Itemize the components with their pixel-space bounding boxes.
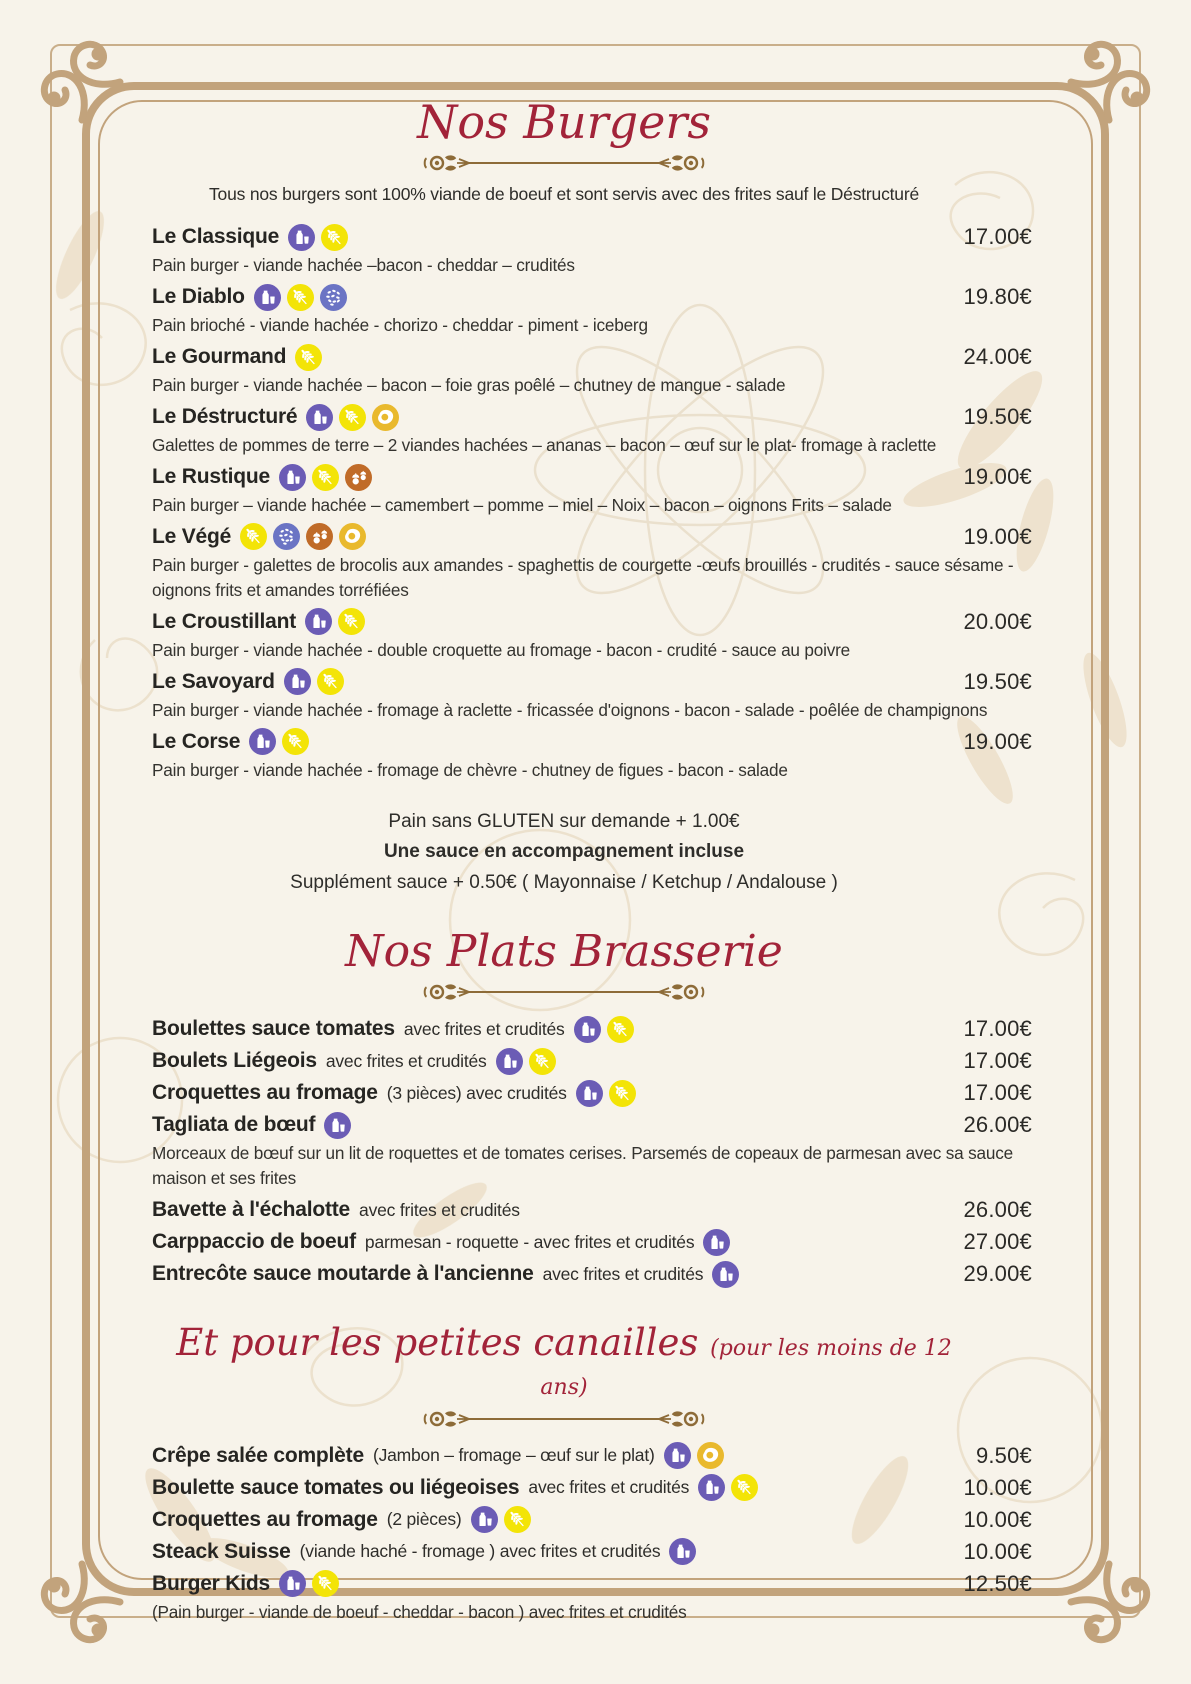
item-price: 12.50€: [963, 1570, 1032, 1596]
lactose-allergen-icon: [471, 1506, 498, 1533]
gluten-allergen-icon: [529, 1048, 556, 1075]
item-name: Le Diablo: [152, 285, 245, 309]
gluten-allergen-icon: [339, 404, 366, 431]
menu-item-row: [152, 341, 1032, 373]
item-name: Le Classique: [152, 225, 280, 249]
ornamental-divider: [152, 1406, 1032, 1432]
item-description: Pain burger - viande hachée - double croquette au fromage - bacon - crudité - sauce au poivre: [152, 639, 850, 660]
item-name: Le Savoyard: [152, 669, 275, 693]
item-name: Carppaccio de boeuf: [152, 1230, 356, 1254]
allergen-icons: [249, 728, 309, 755]
allergen-icons: [471, 1506, 531, 1533]
allergen-icons: [324, 1112, 351, 1139]
item-name: Crêpe salée complète: [152, 1443, 364, 1467]
lactose-allergen-icon: [254, 284, 281, 311]
menu-item-row: [152, 1109, 1032, 1141]
item-name: Le Croustillant: [152, 609, 297, 633]
kids-title-text: Et pour les petites canailles: [176, 1321, 699, 1365]
menu-item-row: [152, 281, 1032, 313]
gluten-allergen-icon: [317, 668, 344, 695]
item-price: 19.50€: [963, 668, 1032, 694]
lactose-allergen-icon: [249, 728, 276, 755]
gluten-allergen-icon: [607, 1016, 634, 1043]
menu-item-row: [152, 1013, 1032, 1045]
corner-flourish-ornament: [1045, 1538, 1167, 1660]
menu-item-row: [152, 1568, 1032, 1600]
item-detail-text: (2 pièces): [386, 1509, 462, 1530]
item-price: 9.50€: [975, 1442, 1032, 1468]
lactose-allergen-icon: [712, 1261, 739, 1288]
item-name: Steack Suisse: [152, 1539, 291, 1563]
sesame-allergen-icon: [273, 523, 300, 550]
menu-item-row: [152, 521, 1032, 553]
allergen-icons: [279, 464, 372, 491]
item-description: Morceaux de bœuf sur un lit de roquettes et de tomates cerises. Parsemés de copeaux de parmesan avec sa sauce maison et ses frites: [152, 1143, 1013, 1189]
allergen-icons: [664, 1442, 724, 1469]
item-price: 19.50€: [963, 404, 1032, 430]
egg-allergen-icon: [372, 404, 399, 431]
allergen-icons: [279, 1570, 339, 1597]
corner-flourish-ornament: [24, 1538, 146, 1660]
kids-title-suffix: (pour les moins de 12 ans): [540, 1336, 952, 1400]
gluten-allergen-icon: [282, 728, 309, 755]
allergen-icons: [669, 1538, 696, 1565]
item-name: Boulets Liégeois: [152, 1049, 317, 1073]
item-name: Croquettes au fromage: [152, 1081, 378, 1105]
item-description: Galettes de pommes de terre – 2 viandes hachées – ananas – bacon – œuf sur le plat- fromage à raclette: [152, 435, 937, 456]
section-title-brasserie: Nos Plats Brasserie: [345, 925, 783, 977]
item-detail-text: parmesan - roquette - avec frites et crudités: [364, 1231, 695, 1252]
item-detail-text: avec frites et crudités: [359, 1199, 520, 1220]
brasserie-item-list: [152, 1013, 1032, 1290]
item-price: 20.00€: [963, 608, 1032, 634]
lactose-allergen-icon: [305, 608, 332, 635]
item-price: 19.00€: [963, 728, 1032, 754]
item-name: Le Déstructuré: [152, 405, 298, 429]
menu-item-row: [152, 401, 1032, 433]
item-price: 29.00€: [963, 1261, 1032, 1287]
gluten-allergen-icon: [731, 1474, 758, 1501]
item-detail-text: (Jambon – fromage – œuf sur le plat): [372, 1445, 655, 1466]
lactose-allergen-icon: [664, 1442, 691, 1469]
item-name: Boulettes sauce tomates: [152, 1017, 395, 1041]
item-name: Boulette sauce tomates ou liégeoises: [152, 1475, 520, 1499]
sesame-allergen-icon: [320, 284, 347, 311]
item-name: Le Gourmand: [152, 345, 287, 369]
allergen-icons: [295, 344, 322, 371]
allergen-icons: [240, 523, 366, 550]
egg-allergen-icon: [697, 1442, 724, 1469]
menu-content: [152, 96, 1032, 1628]
item-price: 17.00€: [963, 1048, 1032, 1074]
allergen-icons: [698, 1474, 758, 1501]
menu-item-row: [152, 606, 1032, 638]
item-price: 17.00€: [963, 1080, 1032, 1106]
menu-item-row: [152, 1536, 1032, 1568]
section-brasserie: [152, 925, 1032, 1290]
item-detail-text: (3 pièces) avec crudités: [386, 1082, 567, 1103]
item-detail-text: avec frites et crudités: [325, 1050, 487, 1071]
item-detail-text: (viande haché - fromage ) avec frites et crudités: [299, 1541, 661, 1562]
menu-item-row: [152, 1258, 1032, 1290]
nuts-allergen-icon: [345, 464, 372, 491]
menu-item-row: [152, 221, 1032, 253]
gluten-allergen-icon: [287, 284, 314, 311]
item-description: Pain burger - galettes de brocolis aux amandes - spaghettis de courgette -œufs brouillés - crudités - sauce sésame - oignons frits et amandes torréfiées: [152, 554, 1014, 600]
lactose-allergen-icon: [284, 668, 311, 695]
item-description: Pain brioché - viande hachée - chorizo - cheddar - piment - iceberg: [152, 315, 648, 336]
item-name: Le Rustique: [152, 465, 270, 489]
item-price: 10.00€: [963, 1506, 1032, 1532]
item-price: 10.00€: [963, 1474, 1032, 1500]
allergen-icons: [288, 224, 348, 251]
lactose-allergen-icon: [306, 404, 333, 431]
item-price: 19.00€: [963, 464, 1032, 490]
menu-item-row: [152, 726, 1032, 758]
menu-item-row: [152, 1472, 1032, 1504]
lactose-allergen-icon: [669, 1538, 696, 1565]
gluten-allergen-icon: [312, 464, 339, 491]
lactose-allergen-icon: [279, 464, 306, 491]
allergen-icons: [576, 1080, 636, 1107]
lactose-allergen-icon: [574, 1016, 601, 1043]
item-price: 19.00€: [963, 523, 1032, 549]
kids-item-list: [152, 1440, 1032, 1625]
allergen-icons: [574, 1016, 634, 1043]
item-detail-text: avec frites et crudités: [528, 1477, 690, 1498]
burgers-intro-text: Tous nos burgers sont 100% viande de boeuf et sont servis avec des frites sauf le Déstructuré: [209, 184, 919, 205]
lactose-allergen-icon: [698, 1474, 725, 1501]
menu-item-row: [152, 666, 1032, 698]
note-sauce-included: Une sauce en accompagnement incluse: [383, 841, 745, 863]
allergen-icons: [284, 668, 344, 695]
item-price: 19.80€: [963, 284, 1032, 310]
allergen-icons: [496, 1048, 556, 1075]
item-description: Pain burger - viande hachée –bacon - cheddar – crudités: [152, 255, 575, 276]
burgers-notes: [152, 807, 1032, 899]
egg-allergen-icon: [339, 523, 366, 550]
item-name: Entrecôte sauce moutarde à l'ancienne: [152, 1262, 534, 1286]
gluten-allergen-icon: [312, 1570, 339, 1597]
item-name: Croquettes au fromage: [152, 1507, 378, 1531]
item-price: 27.00€: [963, 1229, 1032, 1255]
lactose-allergen-icon: [324, 1112, 351, 1139]
section-burgers: [152, 95, 1032, 899]
corner-flourish-ornament: [1045, 24, 1167, 146]
gluten-allergen-icon: [504, 1506, 531, 1533]
gluten-allergen-icon: [240, 523, 267, 550]
item-price: 17.00€: [963, 224, 1032, 250]
menu-item-row: [152, 1077, 1032, 1109]
item-name: Tagliata de bœuf: [152, 1113, 316, 1137]
note-gluten-free: Pain sans GLUTEN sur demande + 1.00€: [388, 810, 740, 832]
allergen-icons: [703, 1229, 730, 1256]
item-name: Le Corse: [152, 729, 241, 753]
section-title-burgers: Nos Burgers: [417, 95, 711, 149]
item-price: 24.00€: [963, 344, 1032, 370]
item-price: 26.00€: [963, 1112, 1032, 1138]
corner-flourish-ornament: [24, 24, 146, 146]
note-sauce-supplement: Supplément sauce + 0.50€ ( Mayonnaise / Ketchup / Andalouse ): [290, 872, 838, 894]
item-description: Pain burger - viande hachée - fromage à raclette - fricassée d'oignons - bacon - salade - poêlée de champignons: [152, 699, 988, 720]
item-description: (Pain burger - viande de boeuf - cheddar - bacon ) avec frites et crudités: [152, 1601, 687, 1622]
menu-item-row: [152, 1440, 1032, 1472]
burgers-item-list: [152, 221, 1032, 782]
item-detail-text: avec frites et crudités: [403, 1018, 565, 1039]
menu-item-row: [152, 1045, 1032, 1077]
item-description: Pain burger - viande hachée - fromage de chèvre - chutney de figues - bacon - salade: [152, 759, 788, 780]
lactose-allergen-icon: [703, 1229, 730, 1256]
allergen-icons: [254, 284, 347, 311]
item-description: Pain burger - viande hachée – bacon – foie gras poêlé – chutney de mangue - salade: [152, 375, 786, 396]
allergen-icons: [306, 404, 399, 431]
gluten-allergen-icon: [609, 1080, 636, 1107]
item-price: 17.00€: [963, 1016, 1032, 1042]
menu-item-row: [152, 1504, 1032, 1536]
lactose-allergen-icon: [279, 1570, 306, 1597]
ornamental-divider: [152, 979, 1032, 1005]
menu-item-row: [152, 1226, 1032, 1258]
nuts-allergen-icon: [306, 523, 333, 550]
ornamental-divider: [152, 150, 1032, 176]
gluten-allergen-icon: [338, 608, 365, 635]
allergen-icons: [712, 1261, 739, 1288]
lactose-allergen-icon: [288, 224, 315, 251]
item-name: Burger Kids: [152, 1571, 270, 1595]
item-price: 26.00€: [963, 1197, 1032, 1223]
item-name: Le Végé: [152, 524, 232, 548]
item-name: Bavette à l'échalotte: [152, 1198, 351, 1222]
lactose-allergen-icon: [576, 1080, 603, 1107]
section-title-kids: [152, 1321, 1032, 1402]
lactose-allergen-icon: [496, 1048, 523, 1075]
item-detail-text: avec frites et crudités: [542, 1263, 704, 1284]
section-kids: [152, 1321, 1032, 1625]
gluten-allergen-icon: [295, 344, 322, 371]
menu-item-row: [152, 461, 1032, 493]
menu-item-row: [152, 1194, 1032, 1226]
item-price: 10.00€: [963, 1538, 1032, 1564]
allergen-icons: [305, 608, 365, 635]
gluten-allergen-icon: [321, 224, 348, 251]
item-description: Pain burger – viande hachée – camembert – pomme – miel – Noix – bacon – oignons Frits – salade: [152, 495, 892, 516]
